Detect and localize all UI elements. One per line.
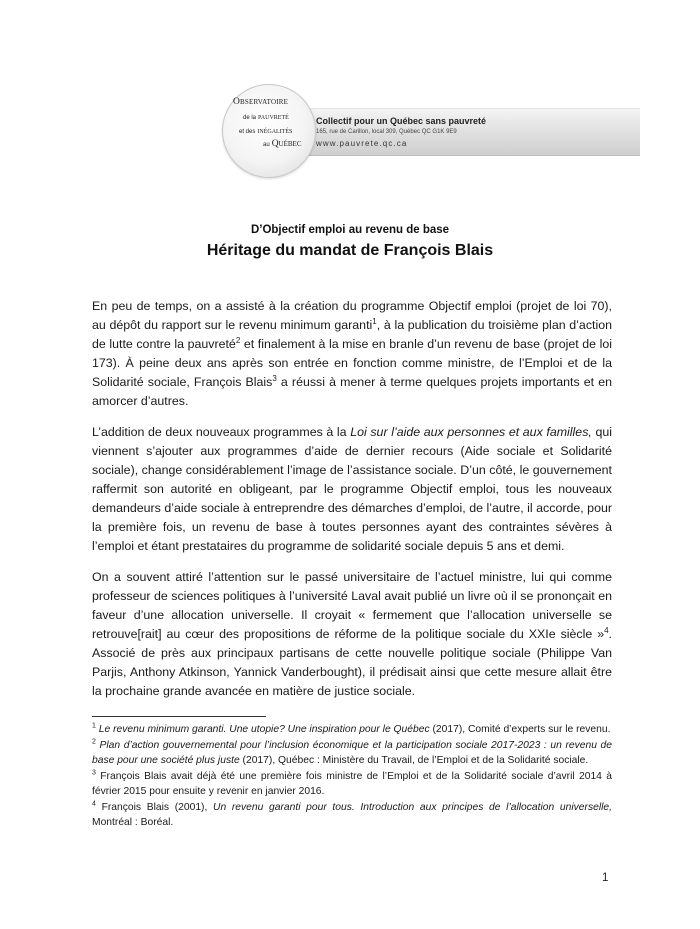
text-run: a réussi à mener à terme quelques projets importants et en amorcer d’autres. [92,375,612,408]
footnote [92,800,612,830]
text-run: On a souvent attiré l’attention sur le passé universitaire de l’actuel ministre, lui qui comme professeur de sciences politiques à l’université Laval avait publié un livre où il se prononçait en faveur d’une allocation universelle. Il croyait « fermement que l’allocation universelle se retrouve[rait] au cœur des propositions de réforme de la politique sociale du XXIe siècle » [92,570,612,641]
italic-text: Un revenu garanti pour tous. Introduction aux principes de l’allocation universelle, [213,802,613,813]
footnote-ref: 1 [92,722,96,730]
logo-small-de-la: de la [243,115,257,121]
text-run: François Blais (2001), [95,802,214,813]
text-run: et finalement à la mise en branle d’un revenu de base (projet de loi 173). À peine deux ans après son entrée en fonction comme ministre, de l’Emploi et de la Solidarité sociale, François Blais [92,337,612,389]
footnotes [92,722,612,831]
organization-name: Collectif pour un Québec sans pauvreté [316,116,487,126]
logo-line-1 [233,98,288,108]
footnote [92,722,612,737]
italic-text: Plan d’action gouvernemental pour l’inclusion économique et la participation sociale 2017-2023 : un revenu de base pour une société plus juste [92,740,612,766]
footnote-ref: 2 [92,738,96,746]
footnote [92,769,612,799]
observatoire-logo [222,84,316,178]
text-run: Montréal : Boréal. [92,817,174,828]
text-run: , à la publication du troisième plan d’action de lutte contre la pauvreté [92,318,612,351]
logo-small-et-des: et des [239,129,256,135]
organization-address: 165, rue de Carillon, local 309, Québec QC G1K 9E9 [316,129,457,135]
logo-small-au: au [263,142,270,148]
footnote-ref: 4 [92,800,96,808]
body-paragraph [92,297,612,411]
footnote-ref: 4 [604,625,609,635]
header-banner [268,108,640,156]
footnote-ref: 2 [235,335,241,345]
text-run: François Blais avait déjà été une première fois ministre de l’Emploi et de la Solidarité sociale d’avril 2014 à février 2015 pour ensuite y revenir en janvier 2016. [92,771,612,797]
logo-line-2 [243,112,289,121]
body-paragraph [92,568,612,701]
document-title: Héritage du mandat de François Blais [206,242,494,259]
text-run: (2017), Québec : Ministère du Travail, de l’Emploi et de la Solidarité sociale. [239,755,589,766]
text-run: qui viennent s’ajouter aux programmes d’aide de dernier recours (Aide sociale et Solidarité sociale), change considérablement l’image de l’assistance sociale. D’un côté, le gouvernement raffermit son autorité en obligeant, par le programme Objectif emploi, tous les nouveaux demandeurs d’aide sociale à entreprendre des démarches d’emploi, de l’autre, il accorde, pour la première fois, un revenu de base à toutes personnes ayant des contraintes sévères à l’emploi et étant prestataires du programme de solidarité sociale depuis 5 ans et demi. [92,425,613,553]
logo-line-3 [239,126,292,135]
page-number: 1 [602,872,609,884]
body-text [92,297,612,713]
logo-word-observatoire: Observatoire [233,97,289,107]
logo-line-4 [263,140,302,150]
italic-text: Loi sur l’aide aux personnes et aux familles, [350,425,592,439]
text-run: L’addition de deux nouveaux programmes à la [92,425,351,439]
footnote [92,738,612,768]
footnote-separator [92,716,266,717]
footnote-ref: 3 [272,373,277,383]
italic-text: Le revenu minimum garanti. Une utopie? Une inspiration pour le Québec [98,724,430,735]
logo-word-inegalites: inégalités [257,125,293,135]
document-subtitle: D’Objectif emploi au revenu de base [250,224,450,236]
text-run: . Associé de près aux principaux partisans de cette nouvelle politique sociale (Philippe Van Parjis, Anthony Atkinson, Yannick Vanderbought), il prédisait ainsi que cette mesure allait être la prochaine grande avancée en matière de justice sociale. [92,627,612,698]
organization-website: www.pauvrete.qc.ca [316,139,408,148]
logo-word-pauvrete: pauvreté [258,111,289,121]
footnote-ref: 1 [372,316,377,326]
footnote-ref: 3 [92,769,96,777]
logo-word-quebec: Québec [271,139,302,149]
text-run: En peu de temps, on a assisté à la création du programme Objectif emploi (projet de loi 70), au dépôt du rapport sur le revenu minimum garanti [92,299,612,332]
body-paragraph [92,423,612,556]
text-run: (2017), Comité d’experts sur le revenu. [429,724,611,735]
